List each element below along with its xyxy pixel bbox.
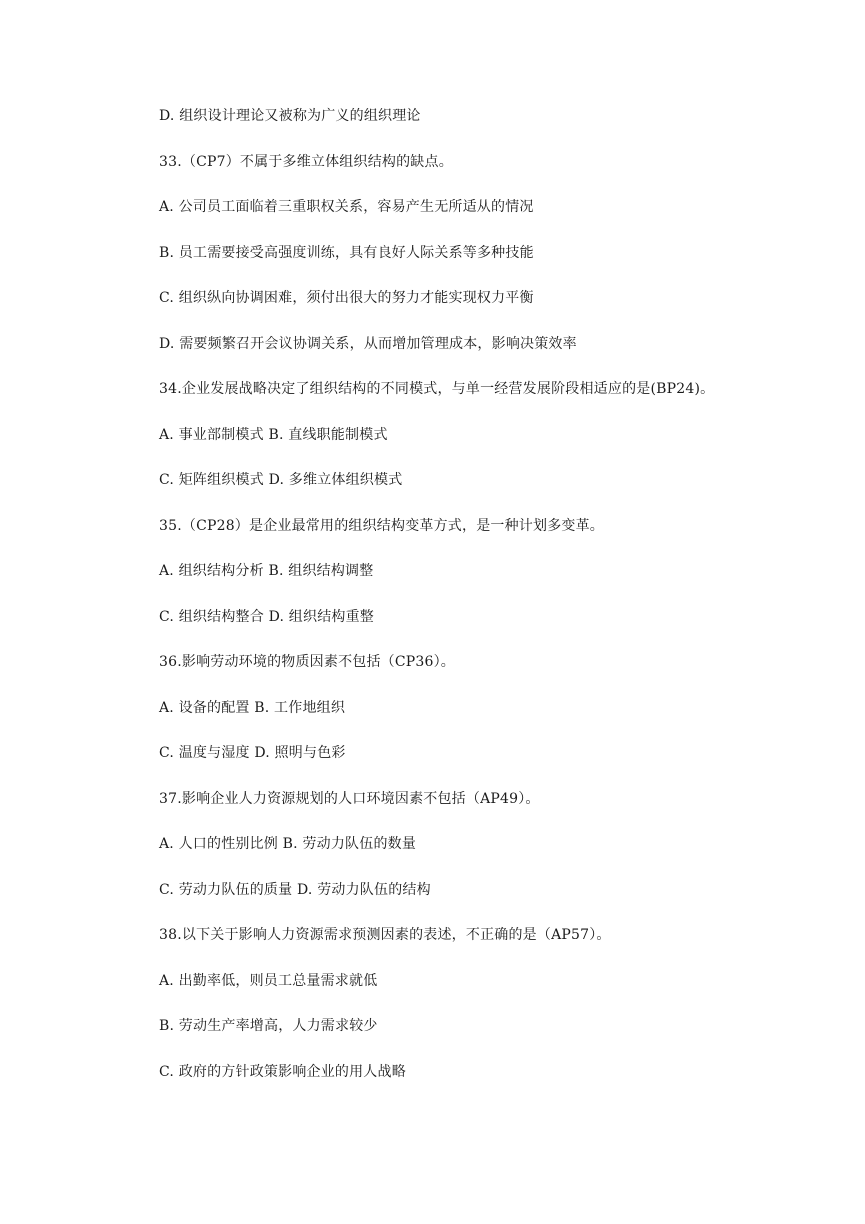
question-33: 33.（CP7）不属于多维立体组织结构的缺点。 xyxy=(159,153,453,170)
q34-options-cd: C. 矩阵组织模式 D. 多维立体组织模式 xyxy=(159,472,403,488)
q33-option-c: C. 组织纵向协调困难，须付出很大的努力才能实现权力平衡 xyxy=(159,290,534,306)
question-38: 38.以下关于影响人力资源需求预测因素的表述，不正确的是（AP57）。 xyxy=(159,927,611,943)
q33-option-a: A. 公司员工面临着三重职权关系，容易产生无所适从的情况 xyxy=(159,199,534,215)
q38-option-b: B. 劳动生产率增高，人力需求较少 xyxy=(159,1018,378,1034)
q33-option-d: D. 需要频繁召开会议协调关系，从而增加管理成本，影响决策效率 xyxy=(159,335,577,352)
q35-options-cd: C. 组织结构整合 D. 组织结构重整 xyxy=(159,608,374,625)
question-37: 37.影响企业人力资源规划的人口环境因素不包括（AP49）。 xyxy=(159,790,540,807)
q35-options-ab: A. 组织结构分析 B. 组织结构调整 xyxy=(159,563,374,579)
q33-option-b: B. 员工需要接受高强度训练，具有良好人际关系等多种技能 xyxy=(159,244,534,261)
question-36: 36.影响劳动环境的物质因素不包括（CP36）。 xyxy=(159,654,456,670)
option-d-line: D. 组织设计理论又被称为广义的组织理论 xyxy=(159,108,421,124)
q34-options-ab: A. 事业部制模式 B. 直线职能制模式 xyxy=(159,426,388,443)
q36-options-cd: C. 温度与湿度 D. 照明与色彩 xyxy=(159,745,346,761)
question-35: 35.（CP28）是企业最常用的组织结构变革方式，是一种计划多变革。 xyxy=(159,517,605,534)
q37-options-cd: C. 劳动力队伍的质量 D. 劳动力队伍的结构 xyxy=(159,881,431,898)
q38-option-c: C. 政府的方针政策影响企业的用人战略 xyxy=(159,1063,406,1080)
q36-options-ab: A. 设备的配置 B. 工作地组织 xyxy=(159,699,346,716)
q38-option-a: A. 出勤率低，则员工总量需求就低 xyxy=(159,972,378,989)
document-body xyxy=(159,105,819,1106)
q37-options-ab: A. 人口的性别比例 B. 劳动力队伍的数量 xyxy=(159,836,417,852)
question-34: 34.企业发展战略决定了组织结构的不同模式，与单一经营发展阶段相适应的是(BP24)。 xyxy=(159,381,715,397)
